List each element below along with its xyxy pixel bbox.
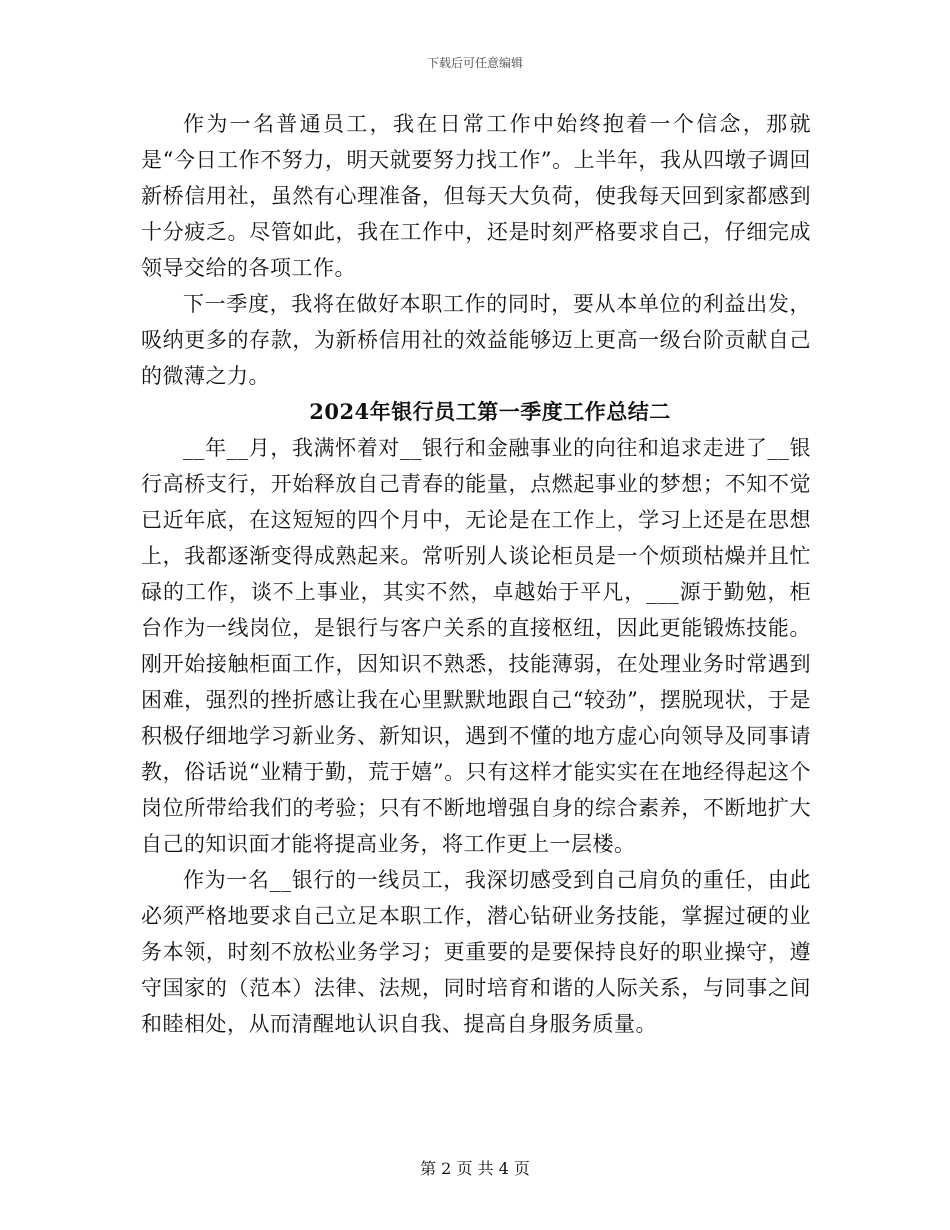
paragraph: 作为一名__银行的一线员工，我深切感受到自己肩负的重任，由此必须严格地要求自己立足本职工作，潜心钻研业务技能，掌握过硬的业务本领，时刻不放松业务学习；更重要的是要保持良好的职业操守，遵守国家的（范本）法律、法规，同时培育和谐的人际关系，与同事之间和睦相处，从而清醒地认识自我、提高自身服务质量。 — [141, 868, 811, 1036]
header-note: 下载后可任意编辑 — [426, 56, 523, 70]
section-title: 2024年银行员工第一季度工作总结二 — [309, 399, 671, 424]
paragraph: 下一季度，我将在做好本职工作的同时，要从本单位的利益出发，吸纳更多的存款，为新桥信用社的效益能够迈上更高一级台阶贡献自己的微薄之力。 — [141, 292, 811, 388]
page-number: 第 2 页 共 4 页 — [420, 1159, 530, 1178]
paragraph: 作为一名普通员工，我在日常工作中始终抱着一个信念，那就是“今日工作不努力，明天就要努力找工作”。上半年，我从四墩子调回新桥信用社，虽然有心理准备，但每天大负荷，使我每天回到家都感到十分疲乏。尽管如此，我在工作中，还是时刻严格要求自己，仔细完成领导交给的各项工作。 — [141, 112, 811, 280]
paragraph: __年__月，我满怀着对__银行和金融事业的向往和追求走进了__银行高桥支行，开始释放自己青春的能量，点燃起事业的梦想；不知不觉已近年底，在这短短的四个月中，无论是在工作上，学习上还是在思想上，我都逐渐变得成熟起来。常听别人谈论柜员是一个烦琐枯燥并且忙碌的工作，谈不上事业，其实不然，卓越始于平凡，___源于勤勉，柜台作为一线岗位，是银行与客户关系的直接枢纽，因此更能锻炼技能。刚开始接触柜面工作，因知识不熟悉，技能薄弱，在处理业务时常遇到困难，强烈的挫折感让我在心里默默地跟自己“较劲”，摆脱现状，于是积极仔细地学习新业务、新知识，遇到不懂的地方虚心向领导及同事请教，俗话说“业精于勤，荒于嬉”。只有这样才能实实在在地经得起这个岗位所带给我们的考验；只有不断地增强自身的综合素养，不断地扩大自己的知识面才能将提高业务，将工作更上一层楼。 — [141, 436, 811, 856]
document-body — [141, 106, 811, 1042]
